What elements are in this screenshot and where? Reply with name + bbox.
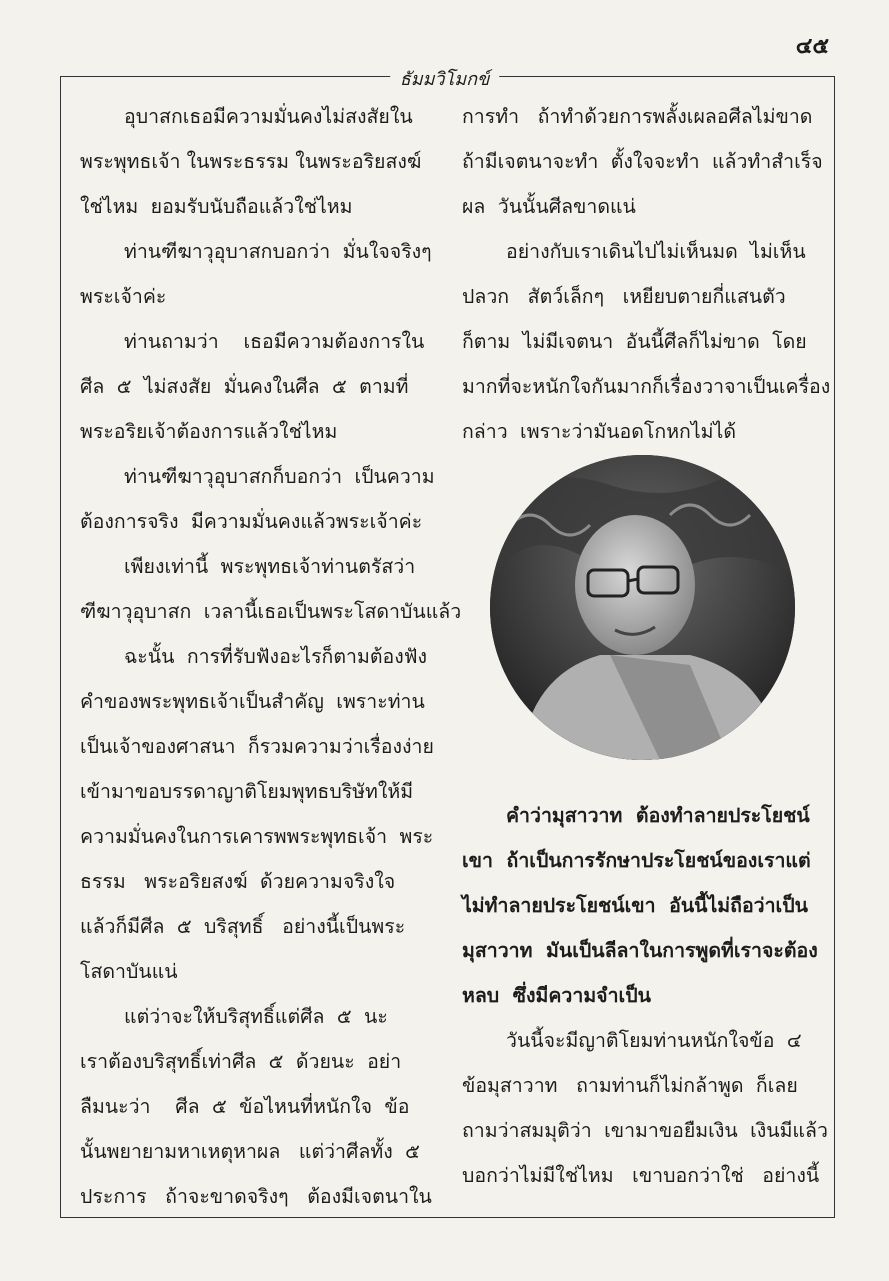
text-line: นั้นพยายามหาเหตุหาผล แต่ว่าศีลทั้ง ๕ [80,1140,420,1163]
text-line: ความมั่นคงในการเคารพพระพุทธเจ้า พระ [80,825,434,848]
text-line: พระอริยเจ้าต้องการแล้วใช่ไหม [80,420,338,443]
right-column-top [462,94,831,454]
portrait-illustration [490,455,795,760]
text-line: ต้องการจริง มีความมั่นคงแล้วพระเจ้าค่ะ [80,510,423,533]
text-line: เราต้องบริสุทธิ์เท่าศีล ๕ ด้วยนะ อย่า [80,1050,402,1073]
text-line: มากที่จะหนักใจกันมากก็เรื่องวาจาเป็นเครื่อง [462,375,831,398]
left-column [80,94,462,1219]
text-line: ท่านถามว่า เธอมีความต้องการใน [124,330,425,353]
text-line: ไม่ทำลายประโยชน์เขา อันนี้ไม่ถือว่าเป็น [462,894,808,917]
text-line: ถามว่าสมมุติว่า เขามาขอยืมเงิน เงินมีแล้ว [462,1119,828,1142]
text-line: พระเจ้าค่ะ [80,285,167,308]
text-line: ธรรม พระอริยสงฆ์ ด้วยความจริงใจ [80,870,396,893]
text-line: ท่านฑีฆาวุอุบาสกก็บอกว่า เป็นความ [124,465,435,488]
text-line: เข้ามาขอบรรดาญาติโยมพุทธบริษัทให้มี [80,780,414,803]
text-line: วันนี้จะมีญาติโยมท่านหนักใจข้อ ๔ [506,1029,802,1052]
text-line: ศีล ๕ ไม่สงสัย มั่นคงในศีล ๕ ตามที่ [80,375,409,398]
text-line: มุสาวาท มันเป็นลีลาในการพูดที่เราจะต้อง [462,939,818,962]
page-number: ๔๕ [795,33,829,59]
text-line: พระพุทธเจ้า ในพระธรรม ในพระอริยสงฆ์ [80,150,422,173]
text-line: เพียงเท่านี้ พระพุทธเจ้าท่านตรัสว่า [124,555,416,578]
text-line: ก็ตาม ไม่มีเจตนา อันนี้ศีลก็ไม่ขาด โดย [462,330,807,353]
text-line: คำว่ามุสาวาท ต้องทำลายประโยชน์ [506,804,810,827]
text-line: แต่ว่าจะให้บริสุทธิ์แต่ศีล ๕ นะ [124,1005,388,1028]
text-line: อุบาสกเธอมีความมั่นคงไม่สงสัยใน [124,105,413,128]
text-line: คำของพระพุทธเจ้าเป็นสำคัญ เพราะท่าน [80,690,425,713]
text-line: อย่างกับเราเดินไปไม่เห็นมด ไม่เห็น [506,240,806,263]
text-line: เป็นเจ้าของศาสนา ก็รวมความว่าเรื่องง่าย [80,735,434,758]
text-line: ฉะนั้น การที่รับฟังอะไรก็ตามต้องฟัง [124,645,428,668]
text-line: ผล วันนั้นศีลขาดแน่ [462,195,636,218]
running-title: ธัมมวิโมกข์ [390,64,500,93]
text-line: ฑีฆาวุอุบาสก เวลานี้เธอเป็นพระโสดาบันแล้ว [80,600,462,623]
text-line: กล่าว เพราะว่ามันอดโกหกไม่ได้ [462,420,736,443]
text-line: ข้อมุสาวาท ถามท่านก็ไม่กล้าพูด ก็เลย [462,1074,798,1097]
monk-portrait-photo [490,455,795,760]
text-line: หลบ ซึ่งมีความจำเป็น [462,984,651,1007]
text-line: ประการ ถ้าจะขาดจริงๆ ต้องมีเจตนาใน [80,1185,432,1208]
text-line: บอกว่าไม่มีใช่ไหม เขาบอกว่าใช่ อย่างนี้ [462,1164,820,1187]
text-line: เขา ถ้าเป็นการรักษาประโยชน์ของเราแต่ [462,849,811,872]
text-line: ใช่ไหม ยอมรับนับถือแล้วใช่ไหม [80,195,353,218]
text-line: ลืมนะว่า ศีล ๕ ข้อไหนที่หนักใจ ข้อ [80,1095,410,1118]
text-line: ปลวก สัตว์เล็กๆ เหยียบตายกี่แสนตัว [462,285,786,308]
text-line: การทำ ถ้าทำด้วยการพลั้งเผลอศีลไม่ขาด [462,105,813,128]
text-line: โสดาบันแน่ [80,960,178,983]
text-line: ท่านฑีฆาวุอุบาสกบอกว่า มั่นใจจริงๆ [124,240,432,263]
text-line: ถ้ามีเจตนาจะทำ ตั้งใจจะทำ แล้วทำสำเร็จ [462,150,823,173]
text-line: แล้วก็มีศีล ๕ บริสุทธิ์ อย่างนี้เป็นพระ [80,915,406,938]
right-column-bottom [462,793,828,1198]
